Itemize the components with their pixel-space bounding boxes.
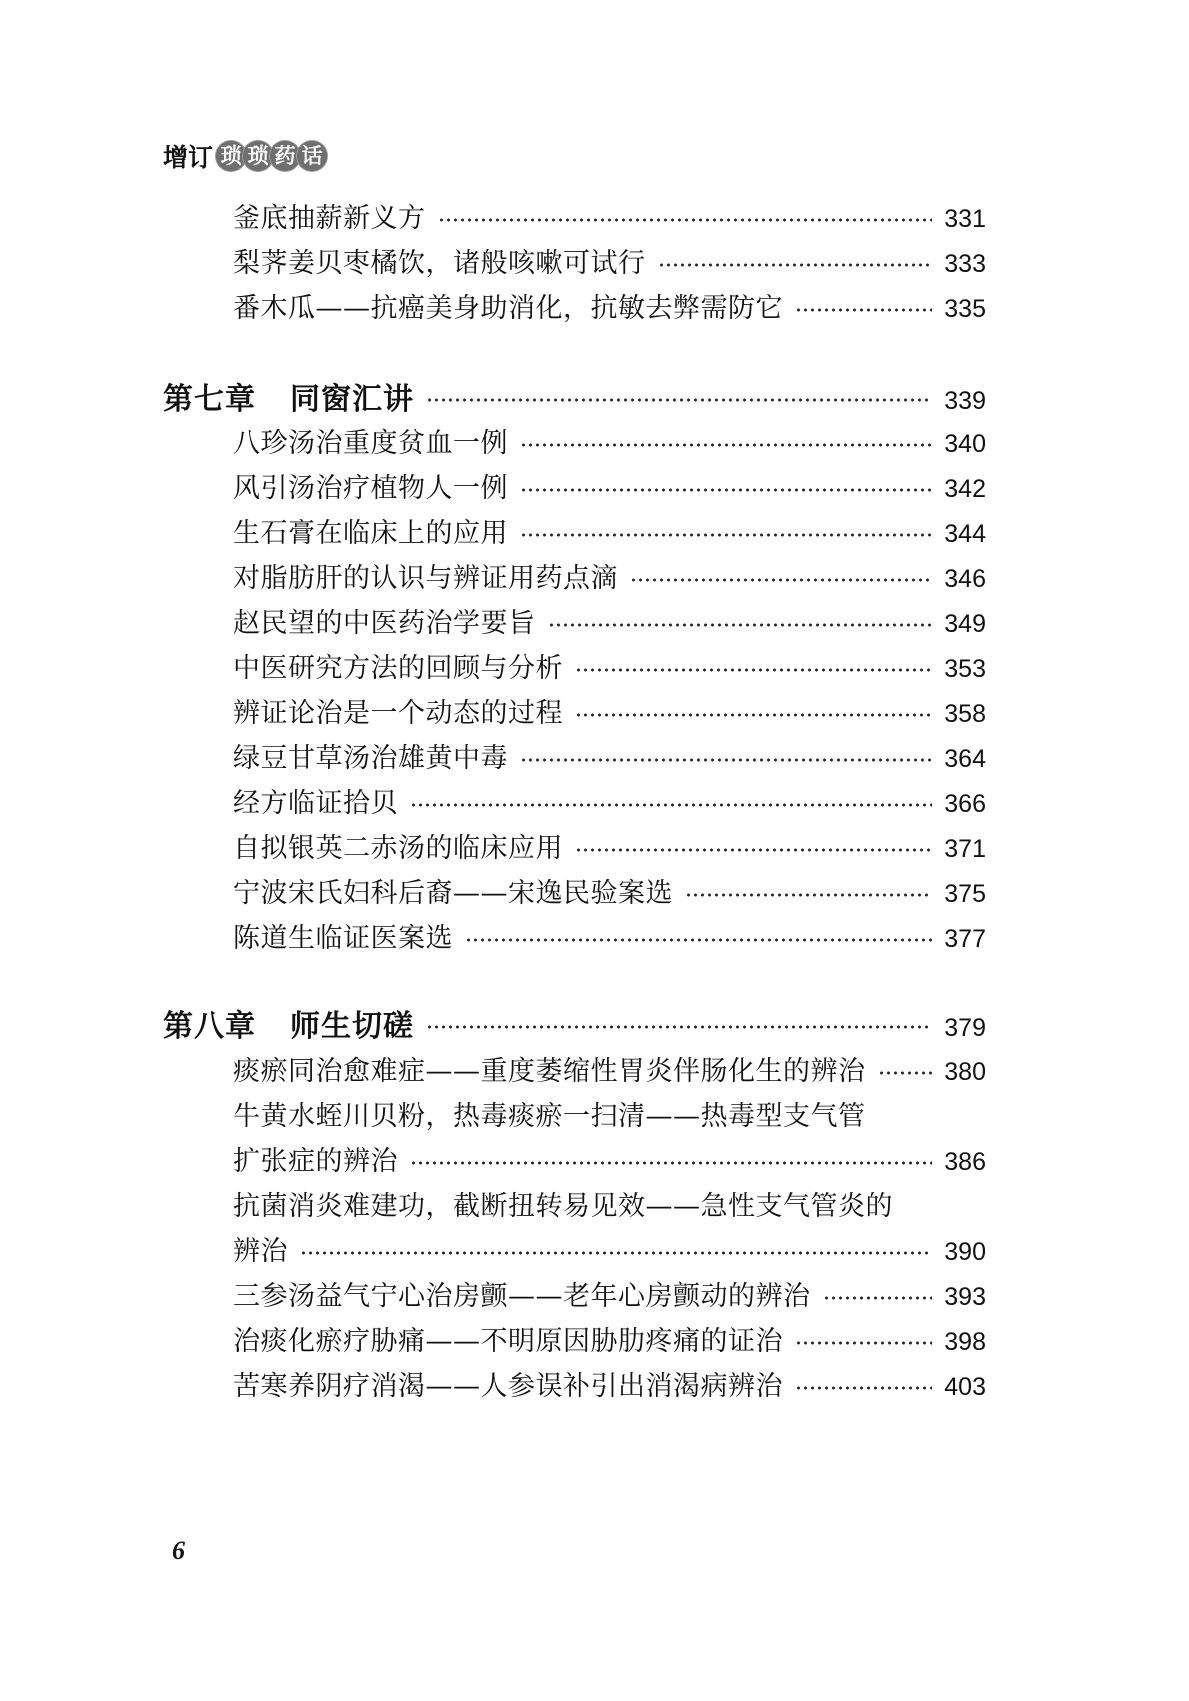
toc-entry-title: 梨荠姜贝枣橘饮，诸般咳嗽可试行	[233, 248, 646, 279]
toc-entry-title: 八珍汤治重度贫血一例	[233, 428, 508, 459]
toc-entry-page: 403	[944, 1373, 986, 1401]
toc-entry[interactable]	[233, 241, 986, 280]
header-prefix: 增订	[163, 143, 214, 172]
toc-entry-title: 经方临证拾贝	[233, 788, 398, 819]
toc-entry-page: 364	[944, 745, 986, 773]
dot-leader	[795, 1341, 932, 1345]
toc-entry-page: 377	[944, 925, 986, 953]
dot-leader	[575, 848, 932, 852]
dot-leader	[426, 398, 932, 402]
toc-entry-title: 中医研究方法的回顾与分析	[233, 653, 563, 684]
toc-entry-page: 375	[944, 880, 986, 908]
dot-leader	[520, 758, 932, 762]
toc-entry-title: 辨证论治是一个动态的过程	[233, 698, 563, 729]
toc-entry-page: 346	[944, 565, 986, 593]
dot-leader	[630, 578, 932, 582]
toc-entry[interactable]	[233, 1364, 986, 1403]
toc-entry[interactable]	[233, 466, 986, 505]
toc-entry[interactable]	[233, 826, 986, 865]
running-header	[163, 136, 324, 176]
chapter-number: 第七章	[163, 382, 256, 417]
page-number: 6	[172, 1536, 185, 1565]
chapter-name: 师生切磋	[290, 1009, 414, 1044]
dot-leader	[520, 488, 932, 492]
toc-entry-page: 386	[944, 1148, 986, 1176]
dot-leader	[410, 803, 932, 807]
toc-entry[interactable]	[233, 286, 986, 325]
toc-entry[interactable]	[233, 1229, 986, 1268]
chapter-page: 379	[944, 1014, 986, 1042]
toc-entry-title: 陈道生临证医案选	[233, 923, 453, 954]
toc-entry-page: 393	[944, 1283, 986, 1311]
toc-entry-page: 342	[944, 475, 986, 503]
toc-entry-title: 三参汤益气宁心治房颤——老年心房颤动的辨治	[233, 1281, 811, 1312]
toc-entry-title: 赵民望的中医药治学要旨	[233, 608, 536, 639]
chapter-title	[163, 1001, 414, 1045]
chapter-title	[163, 374, 414, 418]
toc-entry-page: 331	[944, 205, 986, 233]
dot-leader	[575, 668, 932, 672]
toc-entry-title: 风引汤治疗植物人一例	[233, 473, 508, 504]
toc-entry-title-line1[interactable]: 抗菌消炎难建功，截断扭转易见效——急性支气管炎的	[233, 1191, 893, 1222]
toc-entry-title: 釜底抽薪新义方	[233, 203, 426, 234]
dot-leader	[438, 218, 933, 222]
toc-entry-title: 痰瘀同治愈难症——重度萎缩性胃炎伴肠化生的辨治	[233, 1056, 866, 1087]
toc-entry-title: 宁波宋氏妇科后裔——宋逸民验案选	[233, 878, 673, 909]
toc-entry[interactable]	[233, 691, 986, 730]
toc-entry-page: 366	[944, 790, 986, 818]
toc-entry[interactable]	[233, 601, 986, 640]
dot-leader	[300, 1251, 932, 1255]
dot-leader	[548, 623, 933, 627]
toc-entry-page: 358	[944, 700, 986, 728]
toc-entry-page: 344	[944, 520, 986, 548]
chapter-heading-7[interactable]	[163, 374, 986, 418]
toc-entry[interactable]	[233, 1319, 986, 1358]
badge-char: 话	[297, 141, 327, 171]
badge-char: 琐	[216, 141, 246, 171]
toc-entry[interactable]	[233, 871, 986, 910]
dot-leader	[685, 893, 932, 897]
toc-entry-title: 生石膏在临床上的应用	[233, 518, 508, 549]
dot-leader	[795, 1386, 932, 1390]
toc-entry[interactable]	[233, 511, 986, 550]
dot-leader	[575, 713, 932, 717]
toc-entry-page: 335	[944, 295, 986, 323]
chapter-heading-8[interactable]	[163, 1001, 986, 1045]
toc-entry-title: 对脂肪肝的认识与辨证用药点滴	[233, 563, 618, 594]
chapter-number: 第八章	[163, 1009, 256, 1044]
toc-entry-page: 340	[944, 430, 986, 458]
toc-entry-title-line2: 辨治	[233, 1236, 288, 1267]
toc-entry[interactable]	[233, 1274, 986, 1313]
toc-entry[interactable]	[233, 916, 986, 955]
chapter-page: 339	[944, 387, 986, 415]
toc-entry-title-line1[interactable]: 牛黄水蛭川贝粉，热毒痰瘀一扫清——热毒型支气管	[233, 1101, 866, 1132]
dot-leader	[520, 443, 932, 447]
toc-entry-title: 治痰化瘀疗胁痛——不明原因胁肋疼痛的证治	[233, 1326, 783, 1357]
toc-entry[interactable]	[233, 781, 986, 820]
dot-leader	[878, 1071, 933, 1075]
toc-entry-title-line2: 扩张症的辨治	[233, 1146, 398, 1177]
dot-leader	[426, 1025, 932, 1029]
dot-leader	[658, 263, 933, 267]
toc-entry[interactable]	[233, 1139, 986, 1178]
toc-entry-title: 苦寒养阴疗消渴——人参误补引出消渴病辨治	[233, 1371, 783, 1402]
toc-entry-title: 自拟银英二赤汤的临床应用	[233, 833, 563, 864]
toc-entry[interactable]	[233, 1049, 986, 1088]
toc-entry-page: 349	[944, 610, 986, 638]
dot-leader	[823, 1296, 933, 1300]
chapter-name: 同窗汇讲	[290, 382, 414, 417]
badge-char: 药	[270, 141, 300, 171]
book-title-badge	[216, 141, 324, 171]
toc-entry[interactable]	[233, 736, 986, 775]
toc-entry-page: 353	[944, 655, 986, 683]
toc-entry-page: 398	[944, 1328, 986, 1356]
badge-char: 琐	[243, 141, 273, 171]
toc-entry-title: 番木瓜——抗癌美身助消化，抗敏去弊需防它	[233, 293, 783, 324]
toc-entry[interactable]	[233, 646, 986, 685]
toc-entry[interactable]	[233, 196, 986, 235]
dot-leader	[795, 308, 932, 312]
dot-leader	[465, 938, 932, 942]
toc-entry-page: 380	[944, 1058, 986, 1086]
toc-entry[interactable]	[233, 556, 986, 595]
toc-entry[interactable]	[233, 421, 986, 460]
toc-entry-page: 333	[944, 250, 986, 278]
toc-entry-title: 绿豆甘草汤治雄黄中毒	[233, 743, 508, 774]
toc-entry-page: 390	[944, 1238, 986, 1266]
toc-entry-page: 371	[944, 835, 986, 863]
dot-leader	[410, 1161, 932, 1165]
dot-leader	[520, 533, 932, 537]
